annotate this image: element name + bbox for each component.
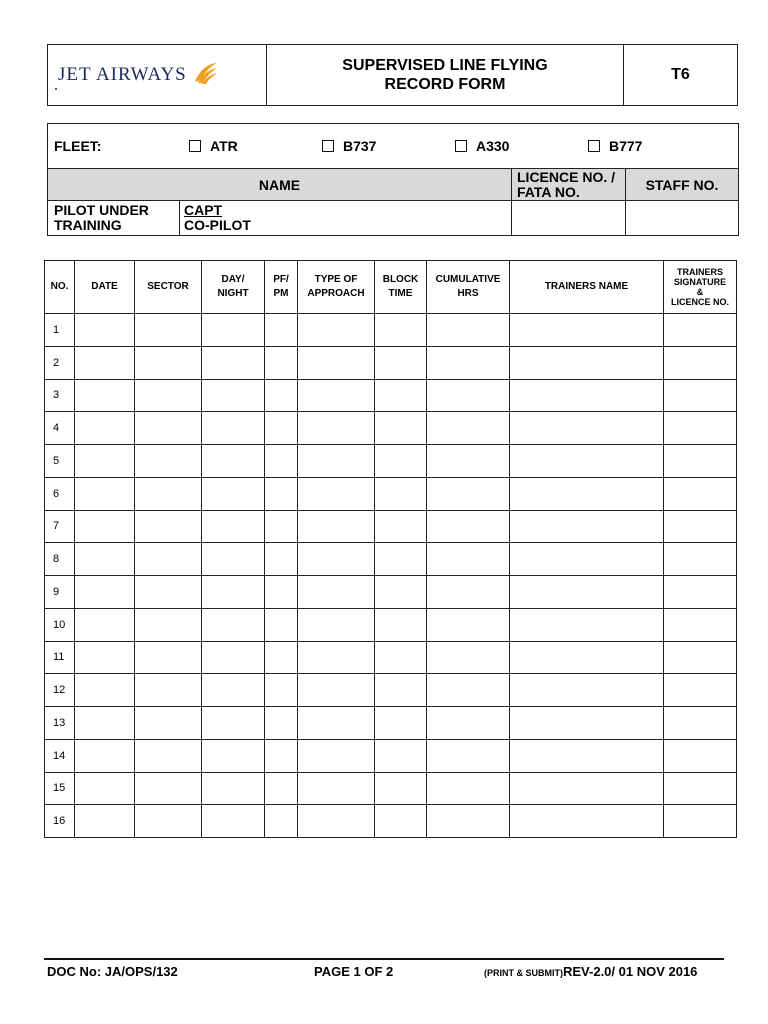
form-header	[47, 44, 738, 106]
cell-block-time[interactable]	[375, 412, 427, 445]
cell-day-night[interactable]	[202, 576, 265, 609]
cell-pf-pm[interactable]	[265, 772, 298, 805]
cell-trainers-name[interactable]	[510, 445, 664, 478]
cell-trainers-name[interactable]	[510, 707, 664, 740]
cell-type-of-approach[interactable]	[298, 608, 375, 641]
row-number: 10	[45, 608, 75, 641]
fleet-pilot-table	[47, 123, 739, 236]
row-number: 5	[45, 445, 75, 478]
cell-sector[interactable]	[135, 379, 202, 412]
licence-field[interactable]	[512, 201, 626, 236]
staff-header: STAFF NO.	[626, 169, 739, 201]
col-header-type-of-approach	[298, 261, 375, 314]
cell-cumulative-hrs[interactable]	[427, 576, 510, 609]
cell-trainers-name[interactable]	[510, 641, 664, 674]
cell-cumulative-hrs[interactable]	[427, 510, 510, 543]
cell-trainers-signature[interactable]	[664, 445, 737, 478]
title-line-2: RECORD FORM	[384, 76, 506, 93]
table-row	[45, 314, 737, 347]
row-number: 11	[45, 641, 75, 674]
table-row	[45, 412, 737, 445]
b737-label: B737	[343, 138, 377, 154]
cell-trainers-name[interactable]	[510, 739, 664, 772]
atr-checkbox[interactable]	[189, 140, 201, 152]
cell-pf-pm[interactable]	[265, 445, 298, 478]
cell-block-time[interactable]	[375, 608, 427, 641]
cell-pf-pm[interactable]	[265, 314, 298, 347]
row-number: 12	[45, 674, 75, 707]
header-row	[45, 261, 737, 314]
cell-date[interactable]	[75, 641, 135, 674]
fleet-row	[48, 124, 739, 169]
cell-trainers-signature[interactable]	[664, 510, 737, 543]
cell-cumulative-hrs[interactable]	[427, 445, 510, 478]
col-header-line: NIGHT	[217, 288, 249, 299]
revision-block	[484, 964, 697, 979]
cell-block-time[interactable]	[375, 641, 427, 674]
cell-sector[interactable]	[135, 739, 202, 772]
cell-day-night[interactable]	[202, 412, 265, 445]
cell-block-time[interactable]	[375, 477, 427, 510]
cell-day-night[interactable]	[202, 674, 265, 707]
col-header-day-night	[202, 261, 265, 314]
col-header-date	[75, 261, 135, 314]
cell-pf-pm[interactable]	[265, 739, 298, 772]
cell-date[interactable]	[75, 707, 135, 740]
cell-trainers-signature[interactable]	[664, 772, 737, 805]
cell-block-time[interactable]	[375, 445, 427, 478]
revision-label: REV-2.0/ 01 NOV 2016	[563, 964, 698, 979]
cell-date[interactable]	[75, 772, 135, 805]
table-row	[45, 445, 737, 478]
table-row	[45, 543, 737, 576]
cell-cumulative-hrs[interactable]	[427, 477, 510, 510]
licence-header-line-1: LICENCE NO. /	[517, 168, 616, 185]
col-header-cumulative-hrs	[427, 261, 510, 314]
doc-number: DOC No: JA/OPS/132	[47, 964, 178, 979]
logo-text: JET AIRWAYS	[58, 64, 187, 85]
cell-pf-pm[interactable]	[265, 412, 298, 445]
col-header-no	[45, 261, 75, 314]
row-number: 6	[45, 477, 75, 510]
cell-sector[interactable]	[135, 346, 202, 379]
cell-trainers-signature[interactable]	[664, 707, 737, 740]
cell-date[interactable]	[75, 379, 135, 412]
cell-trainers-signature[interactable]	[664, 543, 737, 576]
cell-sector[interactable]	[135, 576, 202, 609]
table-row	[45, 772, 737, 805]
cell-block-time[interactable]	[375, 772, 427, 805]
cell-date[interactable]	[75, 608, 135, 641]
table-row	[45, 477, 737, 510]
cell-block-time[interactable]	[375, 674, 427, 707]
cell-day-night[interactable]	[202, 543, 265, 576]
a330-label: A330	[476, 138, 510, 154]
cell-day-night[interactable]	[202, 608, 265, 641]
table-row	[45, 707, 737, 740]
cell-date[interactable]	[75, 314, 135, 347]
cell-date[interactable]	[75, 805, 135, 838]
cell-sector[interactable]	[135, 445, 202, 478]
a330-checkbox[interactable]	[455, 140, 467, 152]
row-number: 1	[45, 314, 75, 347]
form-code: T6	[624, 45, 738, 106]
cell-pf-pm[interactable]	[265, 641, 298, 674]
col-header-line: APPROACH	[307, 288, 365, 299]
row-number: 14	[45, 739, 75, 772]
cell-sector[interactable]	[135, 477, 202, 510]
cell-trainers-signature[interactable]	[664, 412, 737, 445]
cell-trainers-signature[interactable]	[664, 346, 737, 379]
cell-type-of-approach[interactable]	[298, 576, 375, 609]
cell-block-time[interactable]	[375, 707, 427, 740]
col-header-line: CUMULATIVE	[435, 274, 501, 285]
col-header-trainers-name	[510, 261, 664, 314]
col-header-line: HRS	[457, 288, 479, 299]
cell-trainers-signature[interactable]	[664, 739, 737, 772]
cell-cumulative-hrs[interactable]	[427, 608, 510, 641]
staff-field[interactable]	[626, 201, 739, 236]
cell-type-of-approach[interactable]	[298, 772, 375, 805]
cell-trainers-name[interactable]	[510, 379, 664, 412]
cell-type-of-approach[interactable]	[298, 314, 375, 347]
fleet-option-atr[interactable]	[189, 138, 238, 154]
cell-cumulative-hrs[interactable]	[427, 772, 510, 805]
logo-cell	[48, 45, 267, 106]
logo-dot	[55, 88, 57, 90]
jet-airways-logo	[48, 60, 266, 91]
put-line-1: PILOT UNDER	[54, 202, 149, 218]
cell-trainers-name[interactable]	[510, 576, 664, 609]
page-number: PAGE 1 OF 2	[314, 964, 394, 979]
col-header-line: PM	[273, 288, 289, 299]
cell-trainers-signature[interactable]	[664, 379, 737, 412]
col-header-line: TIME	[388, 288, 413, 299]
col-header-trainers-signature	[664, 261, 737, 314]
cell-sector[interactable]	[135, 543, 202, 576]
table-row	[45, 576, 737, 609]
licence-header	[512, 169, 626, 201]
cell-cumulative-hrs[interactable]	[427, 739, 510, 772]
licence-header-line-2: FATA NO.	[517, 183, 580, 200]
cell-block-time[interactable]	[375, 346, 427, 379]
logo-swoosh-icon	[191, 60, 219, 91]
cell-pf-pm[interactable]	[265, 379, 298, 412]
cell-trainers-name[interactable]	[510, 805, 664, 838]
cell-block-time[interactable]	[375, 805, 427, 838]
row-number: 13	[45, 707, 75, 740]
cell-day-night[interactable]	[202, 314, 265, 347]
col-header-sector	[135, 261, 202, 314]
cell-cumulative-hrs[interactable]	[427, 314, 510, 347]
record-table-body	[45, 314, 737, 838]
cell-type-of-approach[interactable]	[298, 674, 375, 707]
table-row	[45, 805, 737, 838]
col-header-block-time	[375, 261, 427, 314]
b737-checkbox[interactable]	[322, 140, 334, 152]
table-row	[45, 641, 737, 674]
cell-type-of-approach[interactable]	[298, 477, 375, 510]
pilot-name-field[interactable]	[180, 201, 512, 236]
cell-type-of-approach[interactable]	[298, 445, 375, 478]
col-header-line: TYPE OF	[314, 274, 358, 285]
col-header-line: NO.	[50, 281, 69, 292]
cell-sector[interactable]	[135, 805, 202, 838]
cell-date[interactable]	[75, 412, 135, 445]
fleet-option-b777[interactable]	[588, 138, 642, 154]
form-title	[267, 45, 624, 106]
cell-sector[interactable]	[135, 674, 202, 707]
pilot-under-training-label	[48, 201, 180, 236]
col-header-line: TRAINERS NAME	[544, 281, 629, 292]
cell-trainers-signature[interactable]	[664, 314, 737, 347]
cell-sector[interactable]	[135, 412, 202, 445]
cell-trainers-signature[interactable]	[664, 576, 737, 609]
name-header: NAME	[48, 169, 512, 201]
footer-rule	[44, 958, 724, 960]
cell-cumulative-hrs[interactable]	[427, 379, 510, 412]
rank-copilot: CO-PILOT	[184, 217, 251, 233]
cell-day-night[interactable]	[202, 510, 265, 543]
cell-day-night[interactable]	[202, 772, 265, 805]
cell-pf-pm[interactable]	[265, 346, 298, 379]
cell-day-night[interactable]	[202, 346, 265, 379]
table-row	[45, 379, 737, 412]
cell-trainers-signature[interactable]	[664, 608, 737, 641]
cell-trainers-signature[interactable]	[664, 477, 737, 510]
cell-cumulative-hrs[interactable]	[427, 707, 510, 740]
cell-block-time[interactable]	[375, 576, 427, 609]
cell-sector[interactable]	[135, 314, 202, 347]
cell-date[interactable]	[75, 445, 135, 478]
cell-date[interactable]	[75, 674, 135, 707]
cell-trainers-name[interactable]	[510, 772, 664, 805]
col-header-line: TRAINERS	[676, 267, 723, 277]
cell-type-of-approach[interactable]	[298, 379, 375, 412]
cell-cumulative-hrs[interactable]	[427, 412, 510, 445]
cell-pf-pm[interactable]	[265, 707, 298, 740]
cell-type-of-approach[interactable]	[298, 707, 375, 740]
cell-day-night[interactable]	[202, 739, 265, 772]
cell-pf-pm[interactable]	[265, 576, 298, 609]
cell-trainers-name[interactable]	[510, 477, 664, 510]
cell-day-night[interactable]	[202, 477, 265, 510]
cell-cumulative-hrs[interactable]	[427, 641, 510, 674]
cell-type-of-approach[interactable]	[298, 346, 375, 379]
cell-pf-pm[interactable]	[265, 543, 298, 576]
cell-type-of-approach[interactable]	[298, 543, 375, 576]
cell-trainers-name[interactable]	[510, 510, 664, 543]
cell-type-of-approach[interactable]	[298, 739, 375, 772]
cell-pf-pm[interactable]	[265, 510, 298, 543]
cell-pf-pm[interactable]	[265, 805, 298, 838]
row-number: 9	[45, 576, 75, 609]
cell-sector[interactable]	[135, 772, 202, 805]
cell-day-night[interactable]	[202, 707, 265, 740]
cell-day-night[interactable]	[202, 379, 265, 412]
cell-cumulative-hrs[interactable]	[427, 674, 510, 707]
fleet-option-b737[interactable]	[322, 138, 376, 154]
flight-record-table	[44, 260, 737, 838]
cell-trainers-name[interactable]	[510, 346, 664, 379]
col-header-line: DAY/	[221, 274, 245, 285]
cell-date[interactable]	[75, 346, 135, 379]
cell-trainers-signature[interactable]	[664, 674, 737, 707]
fleet-option-a330[interactable]	[455, 138, 509, 154]
row-number: 3	[45, 379, 75, 412]
col-header-line: &	[696, 287, 704, 297]
b777-checkbox[interactable]	[588, 140, 600, 152]
b777-label: B777	[609, 138, 643, 154]
cell-trainers-name[interactable]	[510, 543, 664, 576]
cell-block-time[interactable]	[375, 379, 427, 412]
col-header-pf-pm	[265, 261, 298, 314]
cell-block-time[interactable]	[375, 510, 427, 543]
cell-block-time[interactable]	[375, 314, 427, 347]
cell-trainers-signature[interactable]	[664, 641, 737, 674]
col-header-line: BLOCK	[382, 274, 419, 285]
table-row	[45, 346, 737, 379]
cell-trainers-name[interactable]	[510, 608, 664, 641]
cell-date[interactable]	[75, 739, 135, 772]
cell-date[interactable]	[75, 543, 135, 576]
cell-type-of-approach[interactable]	[298, 805, 375, 838]
row-number: 2	[45, 346, 75, 379]
cell-sector[interactable]	[135, 608, 202, 641]
cell-sector[interactable]	[135, 641, 202, 674]
cell-pf-pm[interactable]	[265, 477, 298, 510]
cell-block-time[interactable]	[375, 739, 427, 772]
table-row	[45, 608, 737, 641]
cell-cumulative-hrs[interactable]	[427, 805, 510, 838]
cell-type-of-approach[interactable]	[298, 510, 375, 543]
record-table-header	[45, 261, 737, 314]
col-header-line: SIGNATURE	[673, 277, 727, 287]
cell-day-night[interactable]	[202, 805, 265, 838]
row-number: 4	[45, 412, 75, 445]
table-row	[45, 739, 737, 772]
cell-cumulative-hrs[interactable]	[427, 346, 510, 379]
col-header-line: LICENCE NO.	[670, 297, 729, 307]
col-header-line: SECTOR	[147, 281, 189, 292]
col-header-line: DATE	[91, 281, 118, 292]
row-number: 7	[45, 510, 75, 543]
cell-type-of-approach[interactable]	[298, 412, 375, 445]
cell-date[interactable]	[75, 576, 135, 609]
cell-pf-pm[interactable]	[265, 608, 298, 641]
row-number: 15	[45, 772, 75, 805]
cell-trainers-name[interactable]	[510, 674, 664, 707]
fleet-label: FLEET:	[54, 138, 102, 154]
cell-cumulative-hrs[interactable]	[427, 543, 510, 576]
put-line-2: TRAINING	[54, 217, 122, 233]
cell-block-time[interactable]	[375, 543, 427, 576]
row-number: 8	[45, 543, 75, 576]
cell-sector[interactable]	[135, 510, 202, 543]
table-row	[45, 674, 737, 707]
cell-date[interactable]	[75, 477, 135, 510]
cell-type-of-approach[interactable]	[298, 641, 375, 674]
cell-pf-pm[interactable]	[265, 674, 298, 707]
rank-capt: CAPT	[184, 202, 223, 218]
cell-trainers-name[interactable]	[510, 314, 664, 347]
cell-sector[interactable]	[135, 707, 202, 740]
col-header-line: PF/	[273, 274, 289, 285]
cell-trainers-name[interactable]	[510, 412, 664, 445]
table-row	[45, 510, 737, 543]
title-line-1: SUPERVISED LINE FLYING	[342, 57, 548, 74]
cell-date[interactable]	[75, 510, 135, 543]
print-submit-note: (PRINT & SUBMIT)	[484, 968, 563, 978]
row-number: 16	[45, 805, 75, 838]
cell-day-night[interactable]	[202, 641, 265, 674]
cell-trainers-signature[interactable]	[664, 805, 737, 838]
atr-label: ATR	[210, 138, 238, 154]
cell-day-night[interactable]	[202, 445, 265, 478]
